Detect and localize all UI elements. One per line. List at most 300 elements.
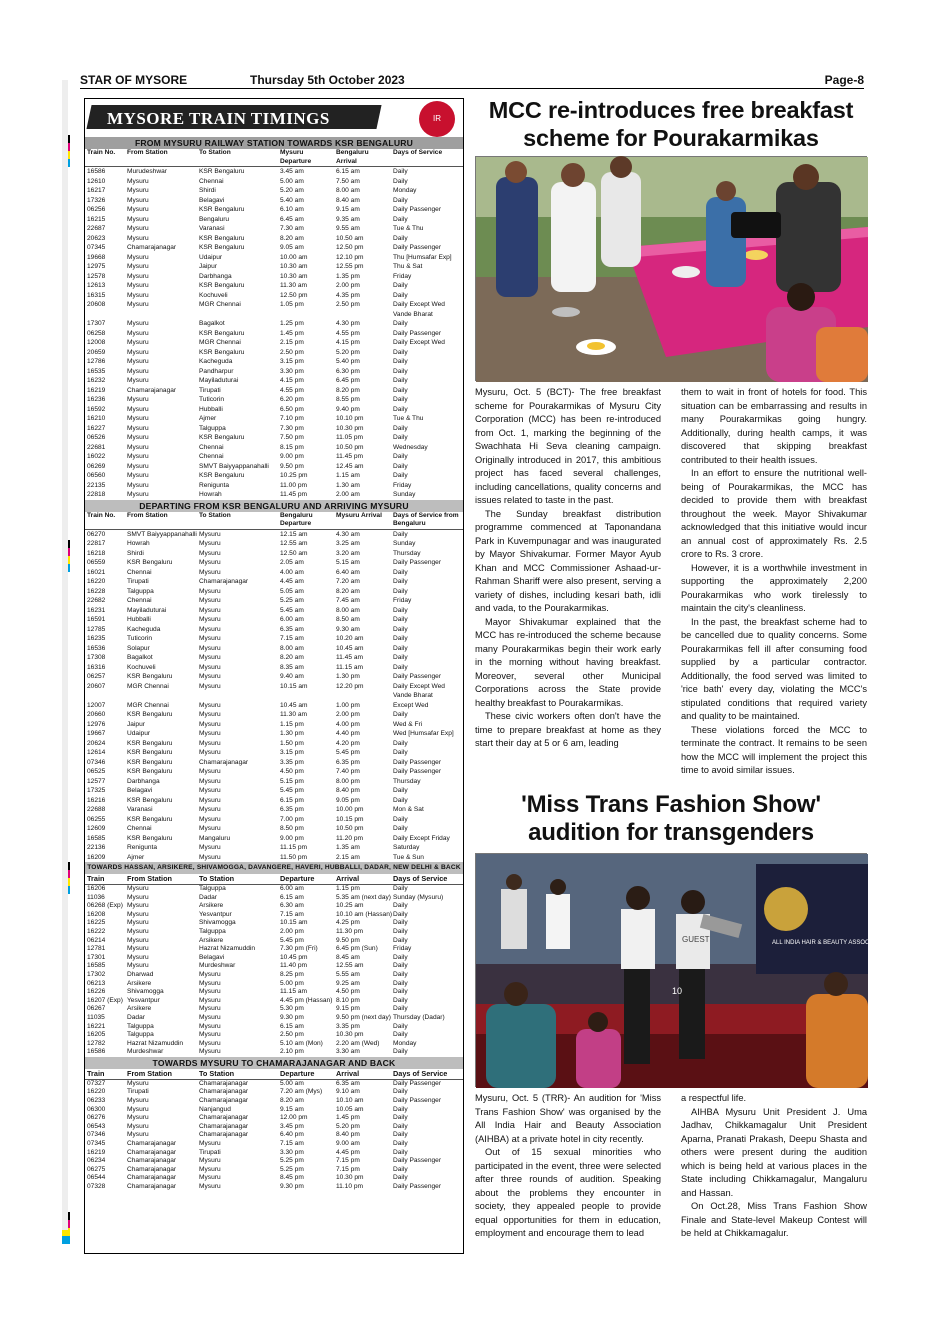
table-cell: Mysuru — [127, 953, 149, 961]
table-cell: Chamarajanagar — [127, 1183, 177, 1190]
table-cell: 9.00 pm — [280, 453, 304, 460]
table-cell: Mysuru — [127, 225, 149, 232]
table-cell: 16210 — [87, 415, 106, 422]
table-cell: 11.30 am — [280, 711, 308, 718]
table-cell: Arsikere — [199, 902, 224, 910]
table-cell: 1.15 pm — [336, 885, 360, 892]
table-cell: 22818 — [87, 491, 106, 498]
table-cell: KSR Bengaluru — [199, 472, 245, 479]
table-cell: MGR Chennai — [127, 701, 169, 709]
table-row — [85, 433, 463, 443]
table-cell: 06544 — [87, 1174, 106, 1182]
table-row — [85, 300, 463, 310]
table-cell: KSR Bengaluru — [127, 559, 173, 566]
table-cell: Mysuru — [199, 768, 221, 775]
table-cell: 6.35 am — [280, 625, 304, 633]
column-header: Departure — [278, 1069, 334, 1080]
table-cell: Mysuru — [127, 253, 149, 261]
table-cell: 7.40 pm — [336, 768, 360, 775]
table-cell: Daily — [393, 1114, 408, 1122]
table-row — [85, 954, 463, 963]
table-row — [85, 1097, 463, 1106]
column-header: Arrival — [334, 874, 391, 885]
table-row — [85, 1131, 463, 1140]
table-cell: Mysuru — [199, 549, 221, 557]
table-cell: Mysuru — [199, 1048, 221, 1056]
table-cell: 4.50 pm — [336, 988, 360, 996]
table-cell: Mysuru — [199, 825, 221, 832]
table-cell: 6.40 am — [336, 568, 360, 576]
table-cell: 2.15 am — [336, 853, 360, 861]
table-cell: Daily Except Wed — [393, 301, 445, 308]
table-cell: 10.10 pm — [336, 415, 364, 422]
table-cell: Daily — [393, 1022, 408, 1030]
table-row — [85, 549, 463, 559]
table-row — [85, 729, 463, 739]
table-cell: 17301 — [87, 953, 106, 961]
table-cell: Daily — [393, 936, 408, 944]
table-cell — [85, 691, 125, 701]
table-row — [85, 348, 463, 358]
table-cell: 11036 — [87, 893, 105, 901]
article2-col1 — [475, 1092, 661, 1241]
table-cell: 9.15 pm — [336, 1005, 360, 1013]
table-cell: Daily Passenger — [393, 244, 442, 251]
table-cell: 9.55 am — [336, 225, 360, 232]
table-cell: 11.50 pm — [280, 853, 308, 861]
table-cell: 8.15 pm — [280, 443, 304, 451]
table-cell: Daily — [393, 1031, 408, 1039]
table-cell: Mysuru — [199, 996, 221, 1004]
table-cell: Friday — [393, 272, 412, 280]
table-row — [85, 443, 463, 453]
table-cell: Monday — [393, 187, 417, 194]
table-cell: Kochuveli — [127, 663, 156, 671]
table-row — [85, 262, 463, 272]
table-cell: 16219 — [87, 1148, 106, 1156]
section-title-hassan: TOWARDS HASSAN, ARSIKERE, SHIVAMOGGA, DAVANGERE, HAVERI, HUBBALLI, DADAR, NEW DELHI & BACK — [85, 862, 463, 874]
table-cell: 11.30 am — [280, 282, 308, 289]
table-cell: Tuticorin — [127, 635, 153, 642]
table-row — [85, 376, 463, 386]
table-cell: Wed & Fri — [393, 720, 423, 728]
table-cell: 5.25 pm — [280, 1165, 304, 1173]
table-cell: Tirupati — [127, 1088, 149, 1096]
table-row — [85, 1183, 463, 1192]
table-row — [85, 196, 463, 206]
column-header: Days of Service — [391, 874, 463, 885]
table-cell: Mysuru — [199, 1174, 221, 1182]
table-cell: Mysuru — [199, 787, 221, 794]
article2-body — [475, 1092, 867, 1241]
table-row — [85, 1005, 463, 1014]
table-row — [85, 625, 463, 635]
table-cell: Jaipur — [199, 263, 217, 270]
table-chamarajanagar — [85, 1069, 463, 1192]
table-cell: 1.35 pm — [336, 272, 360, 280]
table-cell: 16209 — [87, 853, 106, 861]
table-cell: 1.45 pm — [336, 1114, 360, 1122]
table-cell: Chamarajanagar — [127, 1174, 177, 1182]
table-row — [85, 490, 463, 500]
table-row — [85, 338, 463, 348]
table-row — [85, 853, 463, 863]
table-cell: Mysuru — [127, 443, 149, 451]
table-cell: MGR Chennai — [127, 682, 169, 690]
table-row — [85, 568, 463, 578]
table-cell: Mayiladuturai — [199, 377, 239, 384]
table-header-row — [85, 874, 463, 885]
table-cell — [334, 310, 391, 320]
table-cell: 06258 — [87, 329, 106, 337]
table-cell: 19667 — [87, 730, 106, 737]
table-cell: Chennai — [127, 568, 152, 576]
table-row — [85, 1174, 463, 1183]
table-row — [85, 1048, 463, 1057]
table-cell: Daily — [393, 1122, 408, 1130]
table-cell: Mysuru — [199, 853, 221, 861]
table-cell: Daily — [393, 1048, 408, 1056]
table-cell: 16021 — [87, 568, 106, 576]
table-cell: 6.15 am — [280, 893, 304, 901]
table-cell: Wednesday — [393, 443, 428, 451]
table-cell: Udaipur — [199, 253, 223, 261]
table-cell: 16231 — [87, 606, 106, 614]
table-cell: 7.15 am — [280, 635, 304, 642]
table-cell: 22688 — [87, 806, 106, 813]
table-cell: 4.30 am — [336, 530, 360, 538]
table-cell: Daily Passenger — [393, 559, 442, 566]
table-cell: 3.15 pm — [280, 358, 304, 365]
table-cell: 5.40 am — [280, 196, 304, 204]
table-cell: Murdeshwar — [127, 1048, 164, 1056]
table-cell: Mysuru — [127, 1122, 149, 1130]
header-rule — [80, 88, 864, 89]
table-cell: 06543 — [87, 1122, 106, 1130]
table-cell: 12.50 am — [280, 549, 308, 557]
table-cell: 1.30 am — [336, 481, 360, 489]
table-cell: Daily — [393, 1148, 408, 1156]
table-cell: 8.00 am — [280, 644, 304, 652]
table-cell: Tue & Sun — [393, 853, 424, 861]
table-cell: Daily — [393, 177, 408, 185]
table-cell: Howrah — [199, 491, 222, 498]
photo-sash-text: GUEST — [682, 935, 710, 944]
table-cell: 16536 — [87, 644, 106, 652]
table-cell: Mysuru — [127, 910, 149, 918]
table-cell: 16216 — [87, 796, 106, 804]
table-cell: 8.35 am — [280, 663, 304, 671]
table-row — [85, 710, 463, 720]
table-cell: Mysuru — [127, 481, 149, 489]
table-cell: Daily — [393, 377, 408, 384]
table-cell: KSR Bengaluru — [127, 739, 173, 747]
table-cell: Yesvantpur — [199, 910, 232, 918]
table-cell: 16535 — [87, 367, 106, 375]
table-cell: Hazrat Nizamuddin — [199, 945, 256, 953]
table-cell: 9.15 am — [336, 206, 360, 213]
table-cell: Mysuru — [127, 415, 149, 422]
table-cell: 12613 — [87, 282, 106, 289]
table-cell: KSR Bengaluru — [127, 768, 173, 775]
table-cell: 12.20 pm — [336, 682, 364, 690]
table-cell: Mysuru — [127, 453, 149, 460]
table-cell: Pandharpur — [199, 367, 234, 375]
table-cell: 5.20 pm — [336, 1122, 360, 1130]
table-cell: Mysuru — [127, 902, 149, 910]
table-row — [85, 291, 463, 301]
table-row — [85, 186, 463, 196]
table-cell: 6.45 am — [280, 215, 304, 223]
table-cell: Mysuru — [127, 472, 149, 479]
table-row — [85, 1014, 463, 1023]
table-row — [85, 471, 463, 481]
table-cell: Chamarajanagar — [199, 1114, 249, 1122]
table-cell: Shirdi — [199, 187, 216, 194]
table-cell: KSR Bengaluru — [127, 815, 173, 823]
table-cell: 20660 — [87, 711, 106, 718]
table-cell: 5.45 am — [280, 606, 304, 614]
table-row — [85, 414, 463, 424]
paragraph: On Oct.28, Miss Trans Fashion Show Finale and State-level Makeup Contest will be held at Chikkamagalur. — [681, 1201, 867, 1238]
table-cell: Mysuru — [127, 348, 149, 356]
newspaper-name: STAR OF MYSORE — [80, 73, 188, 87]
table-cell: Daily — [393, 625, 408, 633]
table-cell: 8.20 am — [336, 587, 360, 595]
table-cell: Mysuru — [199, 597, 221, 604]
table-cell: MGR Chennai — [199, 301, 241, 308]
table-cell: Mon & Sat — [393, 806, 424, 813]
contestant-number: 10 — [672, 986, 683, 996]
table-row — [85, 644, 463, 654]
table-cell: 12577 — [87, 777, 106, 785]
table-cell: 10.50 am — [336, 234, 364, 242]
table-cell: Chamarajanagar — [199, 1079, 249, 1087]
table-cell: 6.35 pm — [280, 806, 304, 813]
table-cell: Mysuru — [127, 215, 149, 223]
table-cell: 3.25 am — [336, 540, 360, 547]
table-cell: Mysuru — [127, 206, 149, 213]
table-cell — [197, 691, 278, 701]
table-cell: Mysuru — [199, 730, 221, 737]
table-cell: Nanjangud — [199, 1105, 231, 1113]
table-cell: Mysuru — [199, 1031, 221, 1039]
table-cell: Shivamogga — [127, 988, 164, 996]
table-cell: 12.55 am — [336, 962, 364, 970]
table-cell: Mysuru — [127, 377, 149, 384]
table-cell: KSR Bengaluru — [127, 796, 173, 804]
table-cell: 4.15 pm — [280, 377, 304, 384]
table-cell: 4.50 pm — [280, 768, 304, 775]
column-header: Train — [85, 874, 125, 885]
table-cell: 1.45 pm — [280, 329, 304, 337]
table-row — [85, 310, 463, 320]
table-cell: 12781 — [87, 945, 106, 953]
table-cell: 22136 — [87, 844, 106, 851]
table-cell: 9.00 am — [336, 1140, 360, 1148]
table-cell: 5.35 am (next day) — [336, 893, 391, 901]
table-cell: 16226 — [87, 988, 106, 996]
table-cell: 22817 — [87, 540, 106, 547]
table-cell: Daily Passenger — [393, 758, 442, 766]
table-cell: Thursday — [393, 777, 421, 785]
paragraph: These violations forced the MCC to terminate the contract. It remains to be seen how the MCC will implement the project this time to avoid similar issues. — [681, 724, 867, 775]
table-cell: Daily — [393, 663, 408, 671]
table-cell: Saturday — [393, 844, 420, 851]
table-cell: Arsikere — [127, 979, 152, 987]
table-cell: Mysuru — [127, 177, 149, 185]
table-cell: 06559 — [87, 559, 106, 566]
table-cell: 22135 — [87, 481, 106, 489]
table-cell: 2.00 pm — [280, 927, 304, 935]
fashion-show-photo — [475, 853, 889, 1087]
table-cell: 10.15 am — [280, 919, 308, 927]
table-row — [85, 672, 463, 682]
table-cell: Mysuru — [127, 1131, 149, 1139]
table-cell: 2.50 pm — [336, 301, 360, 308]
table-cell: Mysuru — [199, 587, 221, 595]
table-cell: 4.55 pm — [280, 386, 304, 394]
table-cell: Daily — [393, 568, 408, 576]
table-cell: 17302 — [87, 970, 106, 978]
table-cell: 12976 — [87, 720, 106, 728]
table-cell: 06213 — [87, 979, 106, 987]
train-timings-panel — [84, 98, 464, 1254]
table-cell: 12.00 pm — [280, 1114, 308, 1122]
table-cell: Daily — [393, 1005, 408, 1013]
table-cell: 8.40 pm — [336, 1131, 360, 1139]
table-cell: Mysuru — [199, 1005, 221, 1013]
table-cell: 10.30 am — [280, 263, 308, 270]
table-row — [85, 205, 463, 215]
table-cell: Daily — [393, 1105, 408, 1113]
page-header — [80, 71, 864, 89]
table-cell: 9.35 am — [336, 215, 360, 223]
table-cell: 11.15 pm — [280, 844, 308, 851]
table-cell: Daily — [393, 902, 408, 910]
column-header: From Station — [125, 874, 197, 885]
table-cell: 2.00 am — [336, 491, 360, 498]
table-cell: Daily — [393, 644, 408, 652]
table-row — [85, 281, 463, 291]
table-cell: Mysuru — [199, 1157, 221, 1165]
table-body — [85, 1079, 463, 1191]
table-cell: Daily Passenger — [393, 329, 442, 337]
table-cell: 06256 — [87, 206, 106, 213]
table-cell: Mysuru — [127, 367, 149, 375]
table-row — [85, 386, 463, 396]
table-row — [85, 815, 463, 825]
table-cell: 16235 — [87, 635, 106, 642]
table-cell: 16217 — [87, 187, 106, 194]
paragraph: In an effort to ensure the nutritional well-being of Pourakarmikas, the MCC has decided to provide them with breakfast throughout the week. Mayor Shivakumar acknowledged that this initiative would incur an annual cost of approximately Rs. 2.5 crore to Rs. 3 crore. — [681, 468, 867, 559]
table-cell: Daily Passenger — [393, 1079, 442, 1087]
table-cell: KSR Bengaluru — [127, 673, 173, 680]
table-cell: 16591 — [87, 616, 106, 623]
table-cell: 6.10 am — [280, 206, 304, 213]
table-body — [85, 167, 463, 500]
table-row — [85, 758, 463, 768]
table-row — [85, 529, 463, 539]
table-cell: 8.40 pm — [336, 787, 360, 794]
table-cell: Daily Passenger — [393, 1157, 442, 1165]
table-cell: 1.30 pm — [336, 673, 360, 680]
table-cell: 2.50 pm — [280, 1031, 304, 1039]
table-cell: 11035 — [87, 1013, 105, 1021]
table-cell: Mysuru — [127, 1079, 149, 1087]
column-header: Train No. — [85, 512, 125, 530]
table-cell: Daily — [393, 962, 408, 970]
table-cell: Mysuru — [199, 644, 221, 652]
table-cell: 12.45 am — [336, 462, 364, 470]
table-cell: Tue & Thu — [393, 415, 424, 422]
table-cell: 16585 — [87, 834, 106, 842]
table-row — [85, 395, 463, 405]
table-row — [85, 606, 463, 616]
table-cell: 11.45 pm — [336, 453, 364, 460]
table-cell: Murdeshwar — [199, 962, 236, 970]
table-cell: 17326 — [87, 196, 106, 204]
paragraph: a respectful life. — [681, 1093, 747, 1103]
table-cell: 5.15 pm — [280, 777, 304, 785]
table-cell: 4.45 pm — [336, 1148, 360, 1156]
article1-headline: MCC re-introduces free breakfast scheme for Pourakarmikas — [488, 97, 854, 151]
table-cell: Mysuru — [127, 187, 149, 194]
table-cell: Daily — [393, 168, 408, 175]
table-cell: 12785 — [87, 625, 106, 633]
paragraph: Mayor Shivakumar explained that the MCC has re-introduced the scheme because many Pourakarmikas begin their work early in the morning without having breakfast. Moreover, several other Municipal Corporations across the State provide healthy breakfast to Pourakarmikas. — [475, 616, 661, 708]
table-row — [85, 937, 463, 946]
table-row — [85, 558, 463, 568]
table-cell: KSR Bengaluru — [199, 244, 245, 251]
table-cell: 9.40 am — [280, 673, 304, 680]
table-row — [85, 824, 463, 834]
table-cell: Dadar — [199, 893, 217, 901]
table-cell: 16220 — [87, 1088, 106, 1096]
table-cell: 5.40 pm — [336, 358, 360, 365]
table-cell: Daily — [393, 396, 408, 403]
table-cell: 12614 — [87, 749, 106, 756]
table-header-row — [85, 512, 463, 530]
table-cell: 11.20 pm — [336, 834, 364, 842]
table-row — [85, 167, 463, 177]
table-row — [85, 452, 463, 462]
table-cell: Mysuru — [199, 796, 221, 804]
table-cell: Daily — [393, 367, 408, 375]
table-cell: 22687 — [87, 225, 106, 232]
table-cell — [278, 691, 334, 701]
table-cell: Talguppa — [199, 885, 226, 892]
table-row — [85, 653, 463, 663]
table-cell: 7.00 pm — [280, 815, 304, 823]
table-cell: 12.55 pm — [336, 263, 364, 270]
table-cell: 5.45 pm — [336, 749, 360, 756]
table-cell: 9.15 am — [280, 1105, 304, 1113]
table-cell: 16232 — [87, 377, 106, 384]
table-row — [85, 329, 463, 339]
table-cell: Chamarajanagar — [199, 1097, 249, 1105]
column-header: To Station — [197, 874, 278, 885]
table-cell: 7.45 am — [336, 597, 360, 604]
table-cell: Renigunta — [199, 481, 230, 489]
table-cell: 8.20 am — [280, 654, 304, 661]
table-cell: Howrah — [127, 540, 150, 547]
table-cell: 10.30 pm — [336, 1031, 364, 1039]
table-cell: Daily — [393, 453, 408, 460]
table-cell: Daily — [393, 787, 408, 794]
table-cell: 12610 — [87, 177, 106, 185]
table-cell: Daily — [393, 616, 408, 623]
